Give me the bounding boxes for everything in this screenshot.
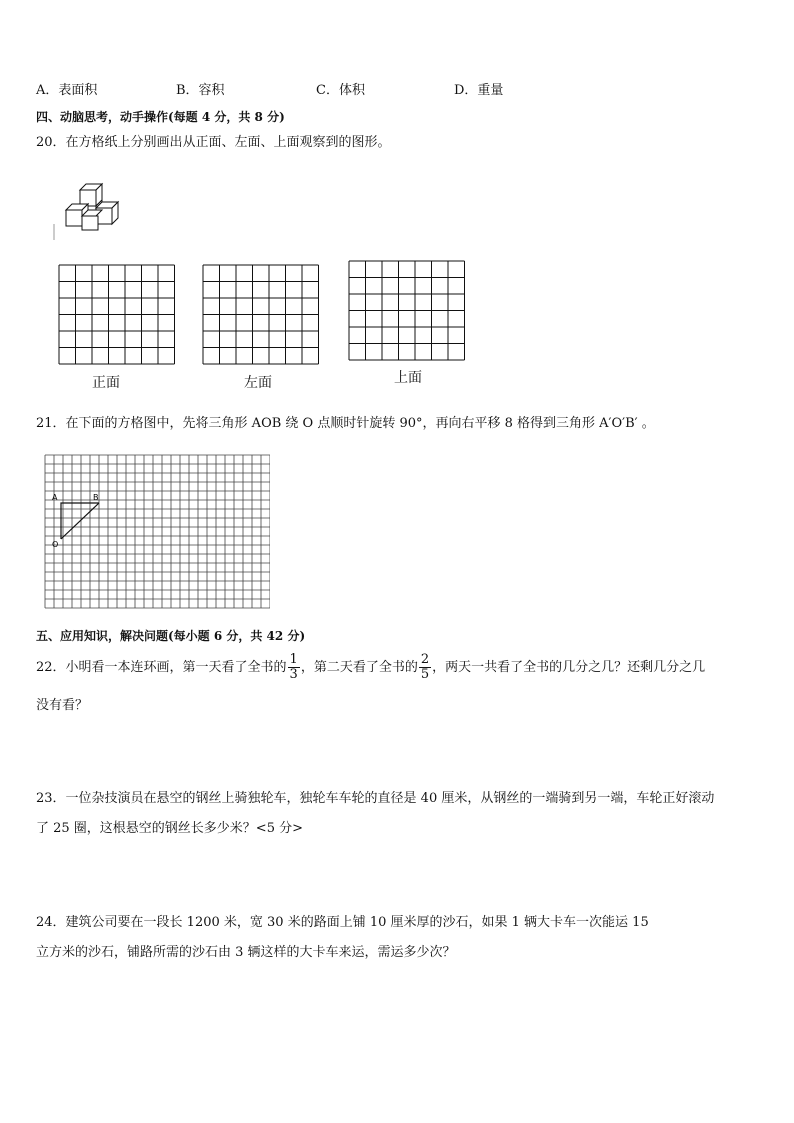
option-d: D．重量 [454,83,504,98]
option-a: A．表面积 [36,83,98,98]
triangle-aob-hypotenuse [61,503,99,539]
q22-part1: 22．小明看一本连环画，第一天看了全书的 [36,660,287,675]
question-24-line2: 立方米的沙石，铺路所需的沙石由 3 辆这样的大卡车来运，需运多少次？ [36,945,456,960]
rotation-grid[interactable] [44,454,270,610]
point-a-label: A [52,493,58,502]
question-22-line2: 没有看？ [36,698,89,713]
cube-stack-figure [52,180,126,244]
grid-top-view[interactable] [348,260,466,364]
point-b-label: B [93,493,99,502]
fraction-two-fifths: $\frac{2}{5}$ [420,652,430,682]
grid-left-view[interactable] [202,264,320,368]
question-24-line1: 24．建筑公司要在一段长 1200 米，宽 30 米的路面上铺 10 厘米厚的沙石，如果 1 辆大卡车一次能运 15 [36,915,649,930]
question-23-line1: 23．一位杂技演员在悬空的钢丝上骑独轮车，独轮车车轮的直径是 40 厘米，从钢丝的一端骑到另一端，车轮正好滚动 [36,791,715,806]
point-o-label: O [52,540,59,549]
option-c: C．体积 [316,83,365,98]
question-22-line1 [36,650,705,686]
question-20-text: 20．在方格纸上分别画出从正面、左面、上面观察到的图形。 [36,135,391,150]
section-heading-4: 四、动脑思考，动手操作(每题 4 分，共 8 分) [36,110,285,124]
q22-part3: ，两天一共看了全书的几分之几？还剩几分之几 [432,660,706,675]
grid-label-left: 左面 [244,375,272,391]
question-23-line2: 了 25 圈，这根悬空的钢丝长多少米？<5 分> [36,821,303,836]
grid-front-view[interactable] [58,264,176,368]
option-b: B．容积 [176,83,225,98]
section-heading-5: 五、应用知识，解决问题(每小题 6 分，共 42 分) [36,629,306,643]
fraction-one-third: $\frac{1}{3}$ [289,652,298,682]
question-21-text: 21．在下面的方格图中，先将三角形 AOB 绕 O 点顺时针旋转 90°，再向右平移 8 格得到三角形 A′O′B′ 。 [36,416,655,431]
q22-part2: ，第二天看了全书的 [300,660,418,675]
grid-label-top: 上面 [394,370,422,386]
grid-label-front: 正面 [92,375,120,391]
